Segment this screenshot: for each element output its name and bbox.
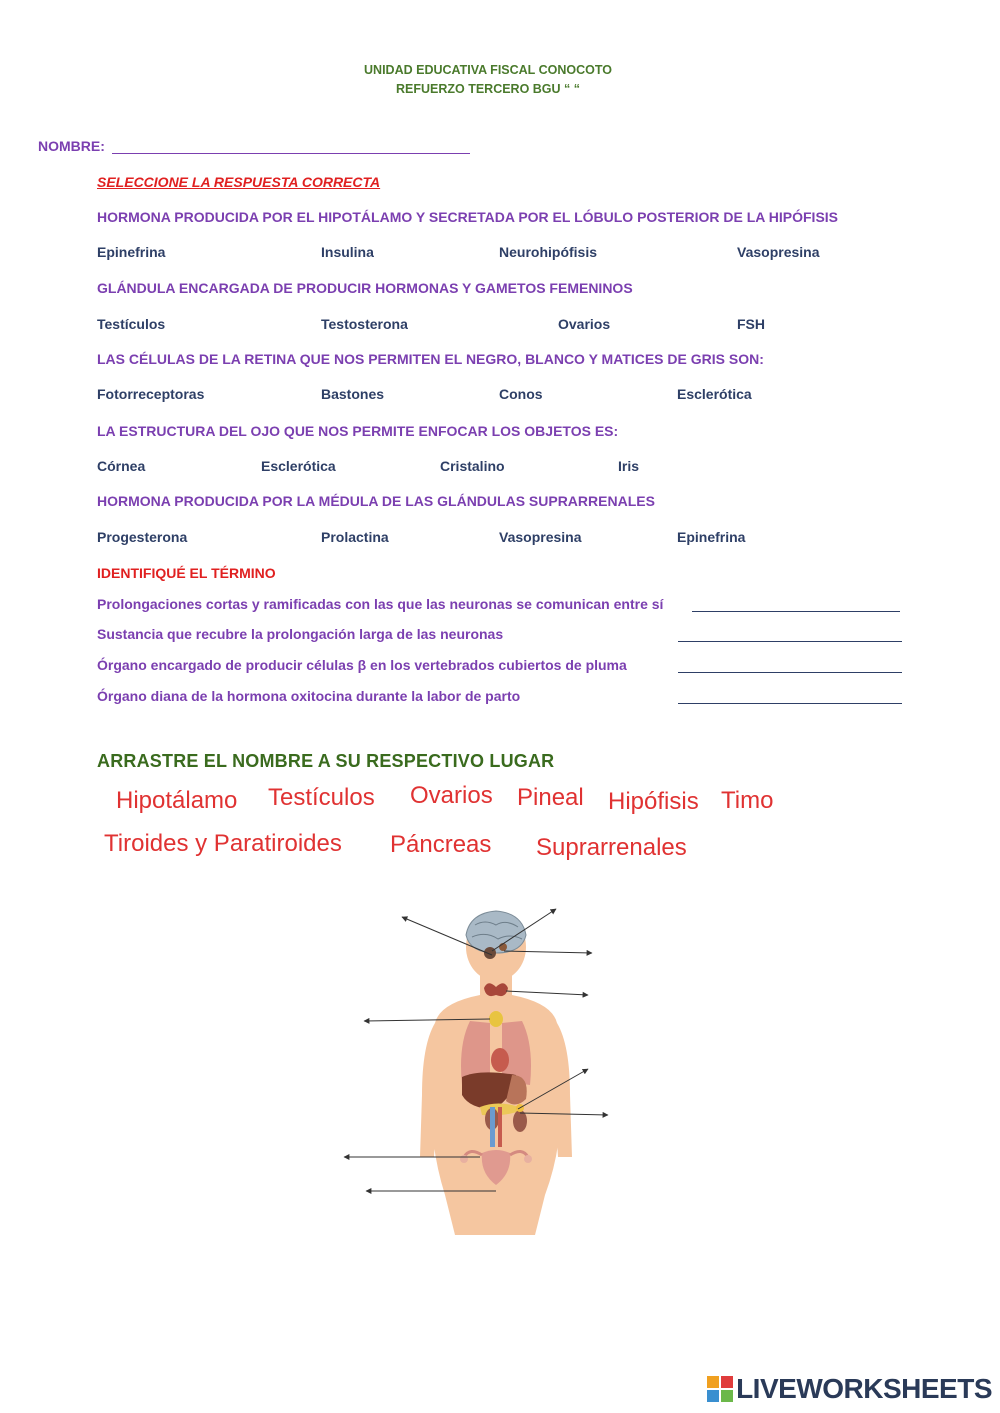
q3-option-1[interactable]: Fotorreceptoras [97,386,205,402]
term-3: Órgano encargado de producir células β en los vertebrados cubiertos de pluma [97,657,627,673]
heart-icon [491,1048,509,1072]
drag-chip-hipotalamo[interactable]: Hipotálamo [116,787,238,814]
drag-chip-ovarios[interactable]: Ovarios [410,782,493,809]
q5-option-2[interactable]: Prolactina [321,529,389,545]
question-3: LAS CÉLULAS DE LA RETINA QUE NOS PERMITEN EL NEGRO, BLANCO Y MATICES DE GRIS SON: [97,351,764,367]
liveworksheets-mark-icon [707,1376,733,1402]
term-4-answer-input[interactable] [678,702,902,704]
term-2: Sustancia que recubre la prolongación larga de las neuronas [97,626,504,642]
q2-option-1[interactable]: Testículos [97,316,166,332]
question-4: LA ESTRUCTURA DEL OJO QUE NOS PERMITE ENFOCAR LOS OBJETOS ES: [97,423,619,439]
q1-option-2[interactable]: Insulina [321,244,374,260]
thymus-icon [489,1011,503,1027]
q1-option-4[interactable]: Vasopresina [737,244,820,260]
q2-option-3[interactable]: Ovarios [558,316,611,332]
term-1-answer-input[interactable] [692,610,900,612]
q3-option-3[interactable]: Conos [499,386,543,402]
name-label: NOMBRE: [38,138,105,154]
drag-chip-hipofisis[interactable]: Hipófisis [608,788,699,815]
q3-option-4[interactable]: Esclerótica [677,386,752,402]
term-2-answer-input[interactable] [678,640,902,642]
liveworksheets-logo [707,1373,992,1405]
q4-option-3[interactable]: Cristalino [440,458,505,474]
question-5: HORMONA PRODUCIDA POR LA MÉDULA DE LAS GLÁNDULAS SUPRARRENALES [97,493,655,509]
course-title: REFUERZO TERCERO BGU “ “ [395,82,581,96]
q4-option-4[interactable]: Iris [618,458,640,474]
term-4: Órgano diana de la hormona oxitocina durante la labor de parto [97,688,521,704]
drag-chip-suprarrenales[interactable]: Suprarrenales [536,834,687,861]
drag-chip-timo[interactable]: Timo [721,787,774,814]
q5-option-3[interactable]: Vasopresina [499,529,582,545]
school-name: UNIDAD EDUCATIVA FISCAL CONOCOTO [364,63,612,77]
q4-option-2[interactable]: Esclerótica [261,458,336,474]
q2-option-4[interactable]: FSH [737,316,765,332]
drag-chip-tiroides[interactable]: Tiroides y Paratiroides [104,830,342,857]
question-2: GLÁNDULA ENCARGADA DE PRODUCIR HORMONAS Y GAMETOS FEMENINOS [97,280,633,296]
section3-title: ARRASTRE EL NOMBRE A SU RESPECTIVO LUGAR [97,751,555,771]
q2-option-2[interactable]: Testosterona [321,316,408,332]
q4-option-1[interactable]: Córnea [97,458,146,474]
endocrine-body-diagram [330,895,630,1250]
section2-title: IDENTIFIQUÉ EL TÉRMINO [97,565,276,581]
logo-text: LIVEWORKSHEETS [736,1373,992,1404]
q1-option-1[interactable]: Epinefrina [97,244,166,260]
drag-chip-pineal[interactable]: Pineal [517,784,584,811]
drag-chip-testiculos[interactable]: Testículos [268,784,375,811]
q5-option-4[interactable]: Epinefrina [677,529,746,545]
q1-option-3[interactable]: Neurohipófisis [499,244,598,260]
question-1: HORMONA PRODUCIDA POR EL HIPOTÁLAMO Y SECRETADA POR EL LÓBULO POSTERIOR DE LA HIPÓFISIS [97,209,839,225]
term-1: Prolongaciones cortas y ramificadas con las que las neuronas se comunican entre sí [97,596,664,612]
name-input-line[interactable] [112,153,470,154]
q3-option-2[interactable]: Bastones [321,386,385,402]
section1-instruction: SELECCIONE LA RESPUESTA CORRECTA [97,174,381,190]
term-3-answer-input[interactable] [678,671,902,673]
q5-option-1[interactable]: Progesterona [97,529,188,545]
drag-chip-pancreas[interactable]: Páncreas [390,831,492,858]
